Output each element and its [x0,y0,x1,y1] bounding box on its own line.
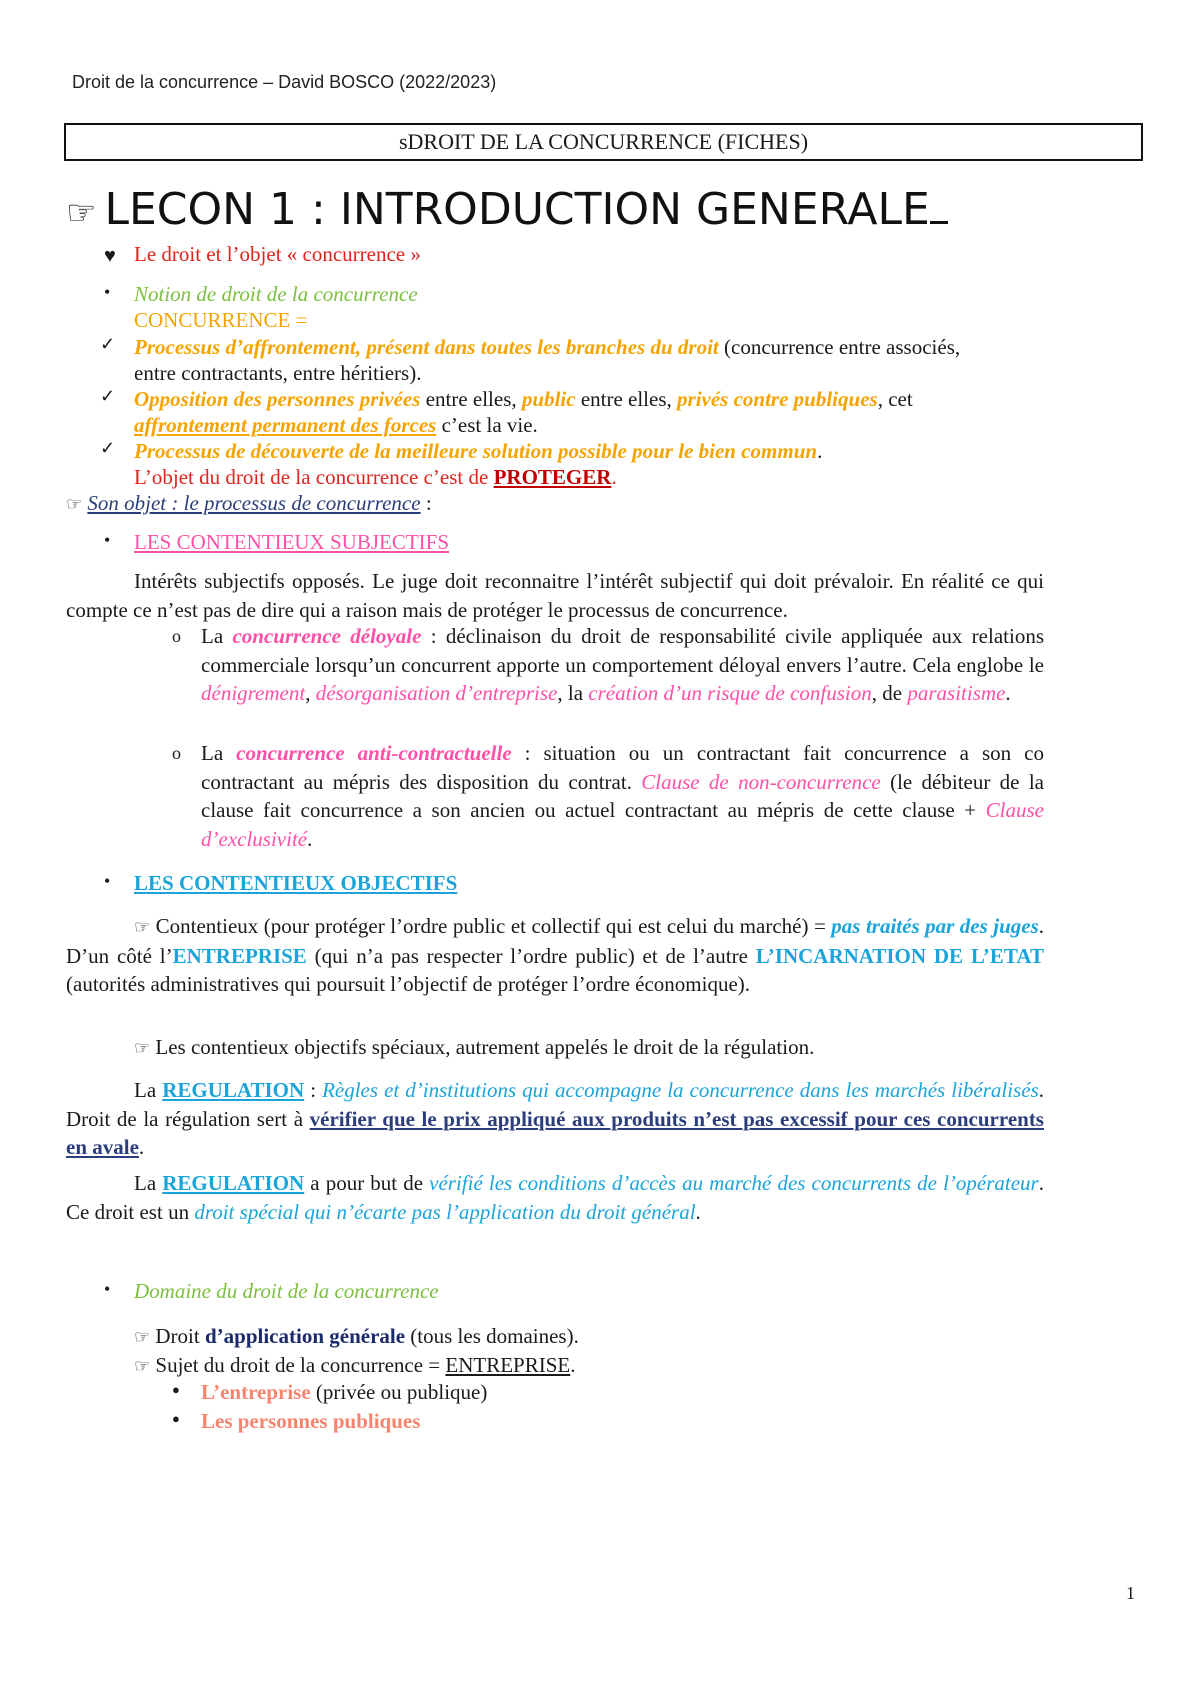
text-cursor [930,221,948,224]
definition-item-continued: entre contractants, entre héritiers). [134,361,422,385]
definition-item-continued: affrontement permanent des forces c’est la vie. [134,413,538,437]
pointing-hand-icon: ☞ [66,193,97,233]
definition-item: Processus d’affrontement, présent dans toutes les branches du droit (concurrence entre associés, [134,335,961,359]
section-heading: LES CONTENTIEUX OBJECTIFS [134,871,458,895]
pointing-hand-icon: ☞ [134,1038,151,1058]
running-header: Droit de la concurrence – David BOSCO (2022/2023) [72,72,497,92]
paragraph: La REGULATION : Règles et d’institutions qui accompagne la concurrence dans les marchés libéralisés. Droit de la régulation sert à vérifier que le prix appliqué aux produits n’est pas excessif pour ces concurrents en avale. [66,1078,1045,1159]
definition-item: Processus de découverte de la meilleure solution possible pour le bien commun. [134,439,823,463]
son-objet-line: ☞ Son objet : le processus de concurrence : [66,491,432,515]
list-item: ☞ Sujet du droit de la concurrence = ENTREPRISE. [134,1353,576,1377]
objet-statement: L’objet du droit de la concurrence c’est de PROTEGER. [134,465,617,489]
paragraph: Intérêts subjectifs opposés. Le juge doit reconnaitre l’intérêt subjectif qui doit prévaloir. En réalité ce qui compte ce n’est pas de dire qui a raison mais de protéger le processus de concurrence. [66,569,1044,622]
definition-label: CONCURRENCE = [134,308,308,332]
pointing-hand-icon: ☞ [134,1327,151,1347]
bullet-dot-icon: • [104,1279,111,1299]
bullet-dot-icon: • [104,282,111,302]
paragraph: ☞ Les contentieux objectifs spéciaux, autrement appelés le droit de la régulation. [134,1035,815,1059]
pointing-hand-icon: ☞ [66,494,83,514]
lesson-heading [66,180,948,243]
circle-bullet-icon: o [172,743,181,763]
bullet-dot-icon: • [104,530,111,550]
sub-list-item: L’entreprise (privée ou publique) [201,1380,488,1404]
sub-list-item: Les personnes publiques [201,1409,421,1433]
definition-item: Opposition des personnes privées entre elles, public entre elles, privés contre publiques, cet [134,387,913,411]
bullet-dot-icon: • [104,871,111,891]
section-heading: Le droit et l’objet « concurrence » [134,242,421,266]
circle-bullet-icon: o [172,626,181,646]
page-number: 1 [1126,1583,1135,1603]
checkmark-icon: ✓ [100,334,116,354]
paragraph: La REGULATION a pour but de vérifié les conditions d’accès au marché des concurrents de l’opérateur. Ce droit est un droit spécial qui n’écarte pas l’application du droit général. [66,1171,1044,1224]
subsection-heading: Domaine du droit de la concurrence [134,1279,439,1303]
subsection-heading: Notion de droit de la concurrence [134,282,418,306]
checkmark-icon: ✓ [100,438,116,458]
list-item: La concurrence déloyale : déclinaison du droit de responsabilité civile appliquée aux relations commerciale lorsqu’un concurrent apporte un comportement déloyal envers l’autre. Cela englobe le dénigrement, désorganisation d’entreprise, la création d’un risque de confusion, de parasitisme. [201,624,1044,705]
ring-bullet-icon: ● [172,1411,180,1426]
section-heading: LES CONTENTIEUX SUBJECTIFS [134,530,450,554]
ring-bullet-icon: ● [172,1382,180,1397]
pointing-hand-icon: ☞ [134,917,151,937]
list-item: ☞ Droit d’application générale (tous les domaines). [134,1324,579,1348]
document-title-box: sDROIT DE LA CONCURRENCE (FICHES) [64,123,1143,161]
list-item: La concurrence anti-contractuelle : situation ou un contractant fait concurrence a son co contractant au mépris des disposition du contrat. Clause de non-concurrence (le débiteur de la clause fait concurrence a son ancien ou actuel contractant au mépris de cette clause + Clause d’exclusivité. [201,741,1044,851]
paragraph: ☞ Contentieux (pour protéger l’ordre public et collectif qui est celui du marché) = pas traités par des juges. D’un côté l’ENTREPRISE (qui n’a pas respecter l’ordre public) et de l’autre L’INCARNATION DE L’ETAT (autorités administratives qui poursuit l’objectif de protéger l’ordre économique). [66,914,1045,996]
lesson-title: LECON 1 : INTRODUCTION GENERALE [104,184,930,235]
heart-icon: ♥ [104,245,116,267]
checkmark-icon: ✓ [100,386,116,406]
pointing-hand-icon: ☞ [134,1356,151,1376]
